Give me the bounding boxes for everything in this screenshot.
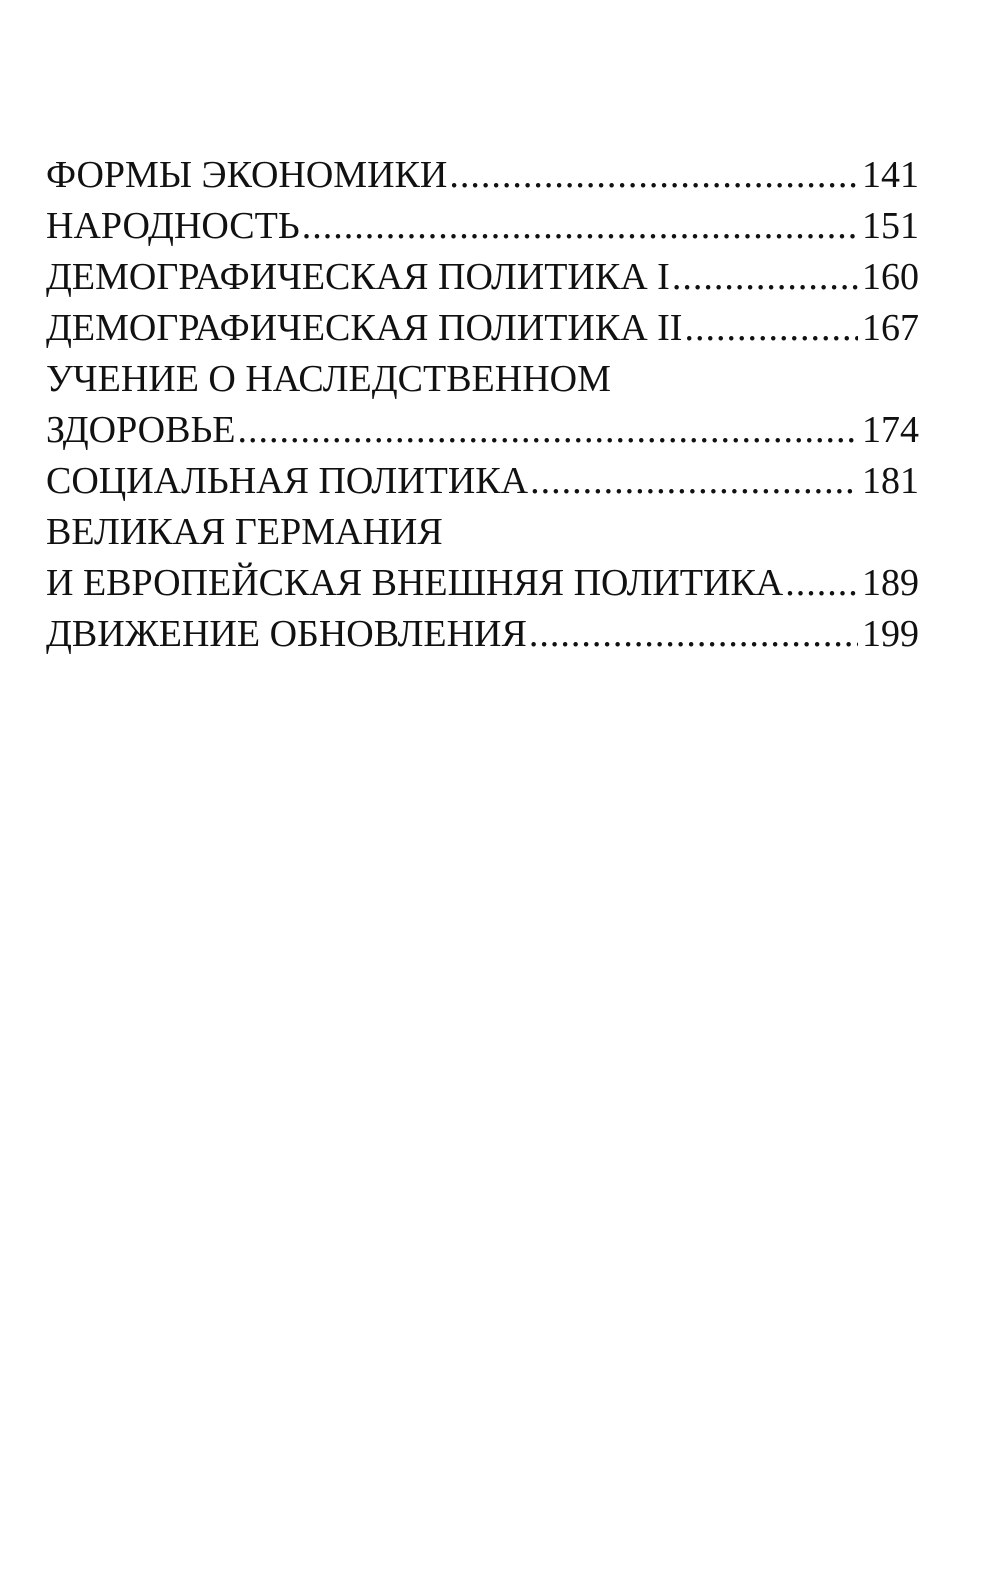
- toc-entry-title: УЧЕНИЕ О НАСЛЕДСТВЕННОМ: [46, 358, 611, 400]
- dot-leader: [530, 456, 858, 507]
- toc-entry-line: [46, 405, 919, 456]
- toc-entry-title: СОЦИАЛЬНАЯ ПОЛИТИКА: [46, 460, 529, 502]
- toc-page-number: 151: [862, 205, 919, 247]
- toc-entry-line: [46, 201, 919, 252]
- toc-page-number: 167: [862, 307, 919, 349]
- toc-entry[interactable]: [46, 150, 919, 201]
- toc-entry[interactable]: [46, 507, 919, 609]
- toc-page-number: 174: [862, 409, 919, 451]
- toc-entry-title: ВЕЛИКАЯ ГЕРМАНИЯ: [46, 511, 443, 553]
- toc-entry-line: [46, 558, 919, 609]
- toc-entry-line: [46, 150, 919, 201]
- toc-entry[interactable]: [46, 303, 919, 354]
- toc-page-number: 199: [862, 613, 919, 655]
- dot-leader: [449, 150, 858, 201]
- toc-entry-line: [46, 456, 919, 507]
- toc-page-number: 160: [862, 256, 919, 298]
- toc-entry-title: ДВИЖЕНИЕ ОБНОВЛЕНИЯ: [46, 613, 527, 655]
- toc-entry-line: [46, 609, 919, 660]
- toc-page-number: 189: [862, 562, 919, 604]
- toc-entry-title: ДЕМОГРАФИЧЕСКАЯ ПОЛИТИКА II: [46, 307, 683, 349]
- table-of-contents: [46, 150, 919, 660]
- toc-entry-title-continued: ЗДОРОВЬЕ: [46, 409, 236, 451]
- dot-leader: [684, 303, 858, 354]
- toc-entry-line: [46, 303, 919, 354]
- toc-entry[interactable]: [46, 354, 919, 456]
- toc-entry[interactable]: [46, 456, 919, 507]
- dot-leader: [785, 558, 858, 609]
- toc-entry-title: НАРОДНОСТЬ: [46, 205, 300, 247]
- toc-page-number: 181: [862, 460, 919, 502]
- dot-leader: [238, 405, 859, 456]
- toc-entry-line: [46, 252, 919, 303]
- dot-leader: [672, 252, 858, 303]
- toc-entry-title: ДЕМОГРАФИЧЕСКАЯ ПОЛИТИКА I: [46, 256, 670, 298]
- dot-leader: [302, 201, 858, 252]
- toc-entry-title-continued: И ЕВРОПЕЙСКАЯ ВНЕШНЯЯ ПОЛИТИКА: [46, 562, 784, 604]
- toc-entry[interactable]: [46, 609, 919, 660]
- toc-entry[interactable]: [46, 252, 919, 303]
- dot-leader: [529, 609, 858, 660]
- toc-page-number: 141: [862, 154, 919, 196]
- toc-entry-title: ФОРМЫ ЭКОНОМИКИ: [46, 154, 448, 196]
- toc-entry[interactable]: [46, 201, 919, 252]
